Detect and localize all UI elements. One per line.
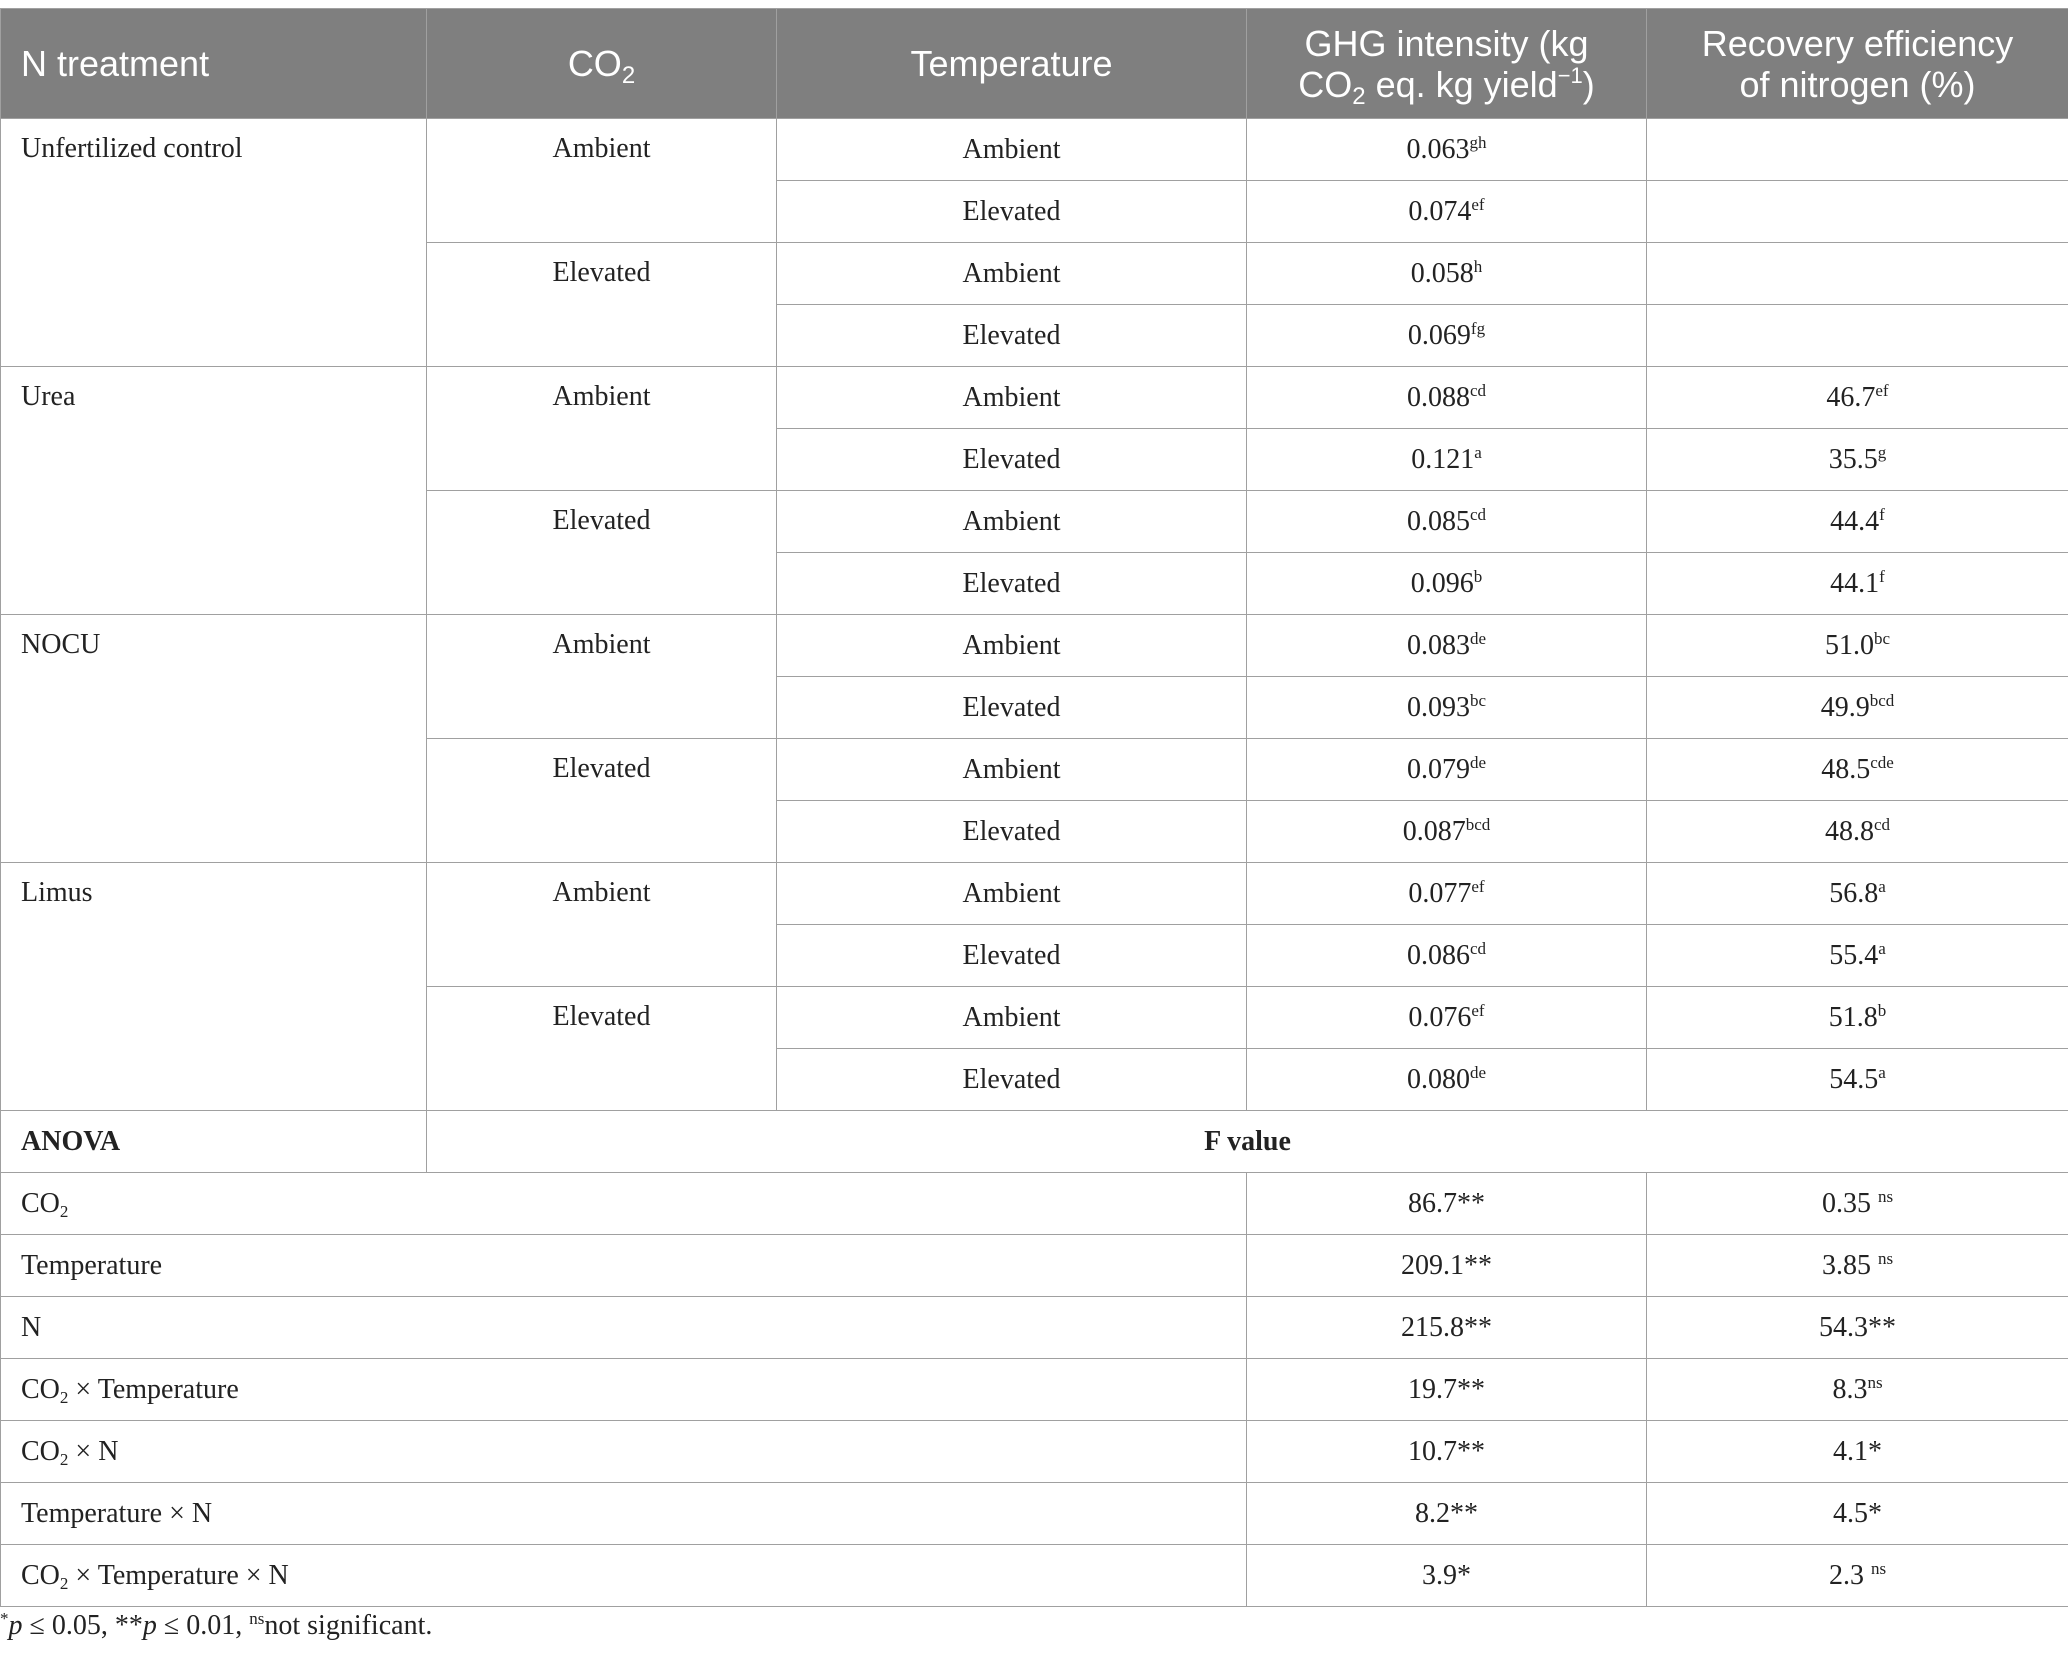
anova-source	[1, 1235, 1247, 1297]
anova-source-part: × Temperature × N	[68, 1559, 289, 1591]
ghg-cell	[1247, 181, 1647, 243]
anova-rec-value: 8.3	[1832, 1373, 1868, 1405]
anova-header-row	[1, 1111, 2068, 1173]
anova-ghg-f: 209.1**	[1247, 1235, 1647, 1297]
recovery-cell-letters: a	[1878, 876, 1886, 896]
recovery-cell-value: 44.4	[1830, 505, 1880, 537]
anova-source-part: CO	[21, 1187, 60, 1219]
anova-source-part: N	[21, 1311, 42, 1343]
ghg-cell-value: 0.085	[1406, 505, 1470, 537]
ghg-cell-letters: cd	[1469, 504, 1487, 524]
ghg-cell-letters: gh	[1469, 132, 1487, 152]
temperature-cell: Ambient	[777, 863, 1247, 925]
recovery-cell-value: 35.5	[1828, 443, 1878, 475]
anova-source	[1, 1297, 1247, 1359]
ghg-cell	[1247, 801, 1647, 863]
co2-cell: Elevated	[427, 739, 777, 863]
anova-rec-value: 3.85	[1821, 1249, 1878, 1281]
ghg-cell	[1247, 243, 1647, 305]
anova-rec-value: 54.3**	[1819, 1311, 1896, 1343]
ghg-cell	[1247, 925, 1647, 987]
recovery-cell	[1647, 615, 2068, 677]
ghg-cell-value: 0.093	[1406, 691, 1470, 723]
anova-ghg-f: 19.7**	[1247, 1359, 1647, 1421]
anova-source-part: × N	[68, 1435, 119, 1467]
header-rec-line2: of nitrogen (%)	[1739, 63, 1976, 105]
temperature-cell: Ambient	[777, 615, 1247, 677]
temperature-cell: Ambient	[777, 119, 1247, 181]
recovery-cell-letters: g	[1877, 442, 1887, 462]
ghg-cell-letters: fg	[1470, 318, 1486, 338]
co2-cell: Elevated	[427, 243, 777, 367]
ghg-cell	[1247, 367, 1647, 429]
ghg-cell	[1247, 1049, 1647, 1111]
anova-rec-sig: ns	[1867, 1372, 1883, 1392]
co2-cell: Ambient	[427, 119, 777, 243]
recovery-cell-letters: a	[1878, 1062, 1886, 1082]
recovery-cell-value: 56.8	[1829, 877, 1879, 909]
treatment-cell: Limus	[1, 863, 427, 1111]
anova-rec-sig: ns	[1870, 1558, 1887, 1578]
ghg-cell-letters: a	[1474, 442, 1482, 462]
anova-source-part: CO	[21, 1559, 60, 1591]
header-ghg-co: CO	[1298, 63, 1353, 105]
recovery-cell	[1647, 1049, 2068, 1111]
ghg-cell	[1247, 305, 1647, 367]
anova-row	[1, 1235, 2068, 1297]
anova-rec-f	[1647, 1421, 2068, 1483]
ghg-cell	[1247, 119, 1647, 181]
anova-row	[1, 1297, 2068, 1359]
anova-ghg-f: 215.8**	[1247, 1297, 1647, 1359]
temperature-cell: Elevated	[777, 181, 1247, 243]
recovery-cell-letters: b	[1877, 1000, 1887, 1020]
header-ghg-sup: −1	[1557, 62, 1583, 88]
ghg-cell	[1247, 739, 1647, 801]
ghg-cell-letters: de	[1469, 752, 1487, 772]
treatment-cell: Urea	[1, 367, 427, 615]
temperature-cell: Elevated	[777, 429, 1247, 491]
ghg-cell-value: 0.088	[1406, 381, 1470, 413]
anova-ghg-f: 86.7**	[1247, 1173, 1647, 1235]
anova-ghg-f: 8.2**	[1247, 1483, 1647, 1545]
header-co2-sub: 2	[621, 62, 636, 89]
temperature-cell: Ambient	[777, 491, 1247, 553]
anova-source	[1, 1545, 1247, 1607]
recovery-cell-letters: f	[1879, 504, 1885, 524]
recovery-cell	[1647, 739, 2068, 801]
anova-rec-f	[1647, 1297, 2068, 1359]
anova-ghg-f: 3.9*	[1247, 1545, 1647, 1607]
anova-rec-value: 4.5*	[1833, 1497, 1882, 1529]
recovery-cell-letters: f	[1879, 566, 1885, 586]
recovery-cell	[1647, 367, 2068, 429]
temperature-cell: Ambient	[777, 243, 1247, 305]
recovery-cell	[1647, 987, 2068, 1049]
footnote-t1: ≤ 0.05, **	[22, 1610, 143, 1641]
temperature-cell: Elevated	[777, 677, 1247, 739]
recovery-cell-value: 48.5	[1821, 753, 1871, 785]
footnote-p1: p	[8, 1610, 23, 1641]
anova-source-part: Temperature × N	[21, 1497, 213, 1529]
ghg-cell-letters: ef	[1471, 194, 1485, 214]
recovery-cell-letters: bcd	[1869, 690, 1895, 710]
ghg-cell-letters: cd	[1469, 380, 1487, 400]
ghg-cell-value: 0.096	[1410, 567, 1474, 599]
table-row	[1, 863, 2068, 925]
footnote-t2: ≤ 0.01,	[156, 1610, 250, 1641]
temperature-cell: Elevated	[777, 305, 1247, 367]
ghg-cell-value: 0.080	[1406, 1063, 1470, 1095]
temperature-cell: Elevated	[777, 553, 1247, 615]
header-ghg-close: )	[1582, 63, 1595, 105]
header-row	[1, 9, 2068, 119]
recovery-cell	[1647, 677, 2068, 739]
anova-source-part: 2	[59, 1387, 69, 1407]
anova-rec-sig: ns	[1877, 1248, 1894, 1268]
anova-rec-f	[1647, 1359, 2068, 1421]
anova-rec-f	[1647, 1483, 2068, 1545]
header-ghg-line1: GHG intensity (kg	[1304, 22, 1589, 64]
co2-cell: Ambient	[427, 615, 777, 739]
anova-rec-value: 4.1*	[1833, 1435, 1882, 1467]
ghg-cell-value: 0.069	[1407, 319, 1471, 351]
treatment-cell: Unfertilized control	[1, 119, 427, 367]
anova-row	[1, 1545, 2068, 1607]
anova-source	[1, 1421, 1247, 1483]
header-ghg-intensity	[1247, 9, 1647, 119]
ghg-cell-value: 0.086	[1406, 939, 1470, 971]
anova-rec-sig: ns	[1877, 1186, 1894, 1206]
ghg-cell-letters: b	[1473, 566, 1483, 586]
header-co2	[427, 9, 777, 119]
recovery-cell	[1647, 181, 2068, 243]
ghg-cell-letters: cd	[1469, 938, 1487, 958]
recovery-cell-value: 46.7	[1826, 381, 1876, 413]
recovery-cell-letters: cd	[1873, 814, 1891, 834]
temperature-cell: Ambient	[777, 739, 1247, 801]
ghg-cell-letters: ef	[1471, 1000, 1485, 1020]
co2-cell: Ambient	[427, 367, 777, 491]
anova-row	[1, 1483, 2068, 1545]
anova-source	[1, 1173, 1247, 1235]
temperature-cell: Elevated	[777, 1049, 1247, 1111]
ghg-cell	[1247, 553, 1647, 615]
co2-cell: Elevated	[427, 987, 777, 1111]
anova-rec-value: 0.35	[1821, 1187, 1878, 1219]
anova-label: ANOVA	[1, 1111, 427, 1173]
anova-source-part: CO	[21, 1435, 60, 1467]
header-co2-base: CO	[567, 43, 622, 84]
recovery-cell-value: 55.4	[1829, 939, 1879, 971]
recovery-cell	[1647, 305, 2068, 367]
recovery-cell-letters: a	[1878, 938, 1886, 958]
ghg-cell-value: 0.077	[1408, 877, 1472, 909]
recovery-cell-value: 44.1	[1830, 567, 1880, 599]
footnote-t3: not significant.	[264, 1610, 433, 1641]
anova-rec-f	[1647, 1545, 2068, 1607]
ghg-cell-value: 0.058	[1410, 257, 1474, 289]
header-temperature: Temperature	[777, 9, 1247, 119]
header-rec-line1: Recovery efficiency	[1701, 22, 2014, 64]
recovery-cell-value: 51.8	[1828, 1001, 1878, 1033]
ghg-cell-value: 0.087	[1402, 815, 1466, 847]
anova-source-part: 2	[59, 1573, 69, 1593]
table-body	[1, 119, 2068, 1607]
recovery-cell	[1647, 119, 2068, 181]
ghg-cell	[1247, 429, 1647, 491]
results-table	[0, 8, 2068, 1607]
table-row	[1, 615, 2068, 677]
recovery-cell-value: 54.5	[1829, 1063, 1879, 1095]
anova-row	[1, 1421, 2068, 1483]
recovery-cell-letters: ef	[1875, 380, 1889, 400]
temperature-cell: Ambient	[777, 987, 1247, 1049]
anova-ghg-f: 10.7**	[1247, 1421, 1647, 1483]
recovery-cell-value: 49.9	[1820, 691, 1870, 723]
recovery-cell-value: 48.8	[1824, 815, 1874, 847]
recovery-cell	[1647, 243, 2068, 305]
ghg-cell-value: 0.063	[1406, 133, 1470, 165]
ghg-cell-value: 0.083	[1406, 629, 1470, 661]
fvalue-label: F value	[427, 1111, 2068, 1173]
anova-rec-f	[1647, 1235, 2068, 1297]
recovery-cell-letters: bc	[1873, 628, 1891, 648]
anova-source-part: 2	[59, 1201, 69, 1221]
table-row	[1, 367, 2068, 429]
header-n-treatment: N treatment	[1, 9, 427, 119]
header-recovery-efficiency	[1647, 9, 2068, 119]
anova-source	[1, 1483, 1247, 1545]
ghg-cell	[1247, 677, 1647, 739]
anova-source-part: × Temperature	[68, 1373, 239, 1405]
treatment-cell: NOCU	[1, 615, 427, 863]
ghg-cell-value: 0.121	[1411, 443, 1475, 475]
table-row	[1, 119, 2068, 181]
ghg-cell	[1247, 615, 1647, 677]
recovery-cell-letters: cde	[1870, 752, 1894, 772]
header-ghg-unit: eq. kg yield	[1365, 63, 1558, 105]
recovery-cell	[1647, 429, 2068, 491]
co2-cell: Ambient	[427, 863, 777, 987]
ghg-cell-letters: de	[1469, 1062, 1487, 1082]
recovery-cell	[1647, 925, 2068, 987]
ghg-cell-value: 0.079	[1406, 753, 1470, 785]
anova-source-part: CO	[21, 1373, 60, 1405]
ghg-cell-letters: h	[1473, 256, 1483, 276]
recovery-cell	[1647, 801, 2068, 863]
anova-row	[1, 1173, 2068, 1235]
temperature-cell: Elevated	[777, 925, 1247, 987]
anova-row	[1, 1359, 2068, 1421]
anova-source-part: Temperature	[21, 1249, 163, 1281]
recovery-cell-value: 51.0	[1824, 629, 1874, 661]
footnote-star: *	[0, 1609, 9, 1628]
recovery-cell	[1647, 553, 2068, 615]
ghg-cell-value: 0.074	[1408, 195, 1472, 227]
recovery-cell	[1647, 863, 2068, 925]
ghg-cell-letters: bcd	[1465, 814, 1491, 834]
temperature-cell: Ambient	[777, 367, 1247, 429]
recovery-cell	[1647, 491, 2068, 553]
ghg-cell-letters: de	[1469, 628, 1487, 648]
anova-source-part: 2	[59, 1449, 69, 1469]
footnote-p2: p	[142, 1610, 157, 1641]
ghg-cell	[1247, 863, 1647, 925]
anova-rec-value: 2.3	[1828, 1559, 1871, 1591]
co2-cell: Elevated	[427, 491, 777, 615]
footnote-ns: ns	[249, 1609, 265, 1628]
ghg-cell-letters: ef	[1471, 876, 1485, 896]
ghg-cell	[1247, 987, 1647, 1049]
anova-rec-f	[1647, 1173, 2068, 1235]
ghg-cell-value: 0.076	[1408, 1001, 1472, 1033]
ghg-cell	[1247, 491, 1647, 553]
ghg-cell-letters: bc	[1469, 690, 1487, 710]
footnote	[0, 1610, 432, 1642]
header-ghg-sub: 2	[1352, 82, 1366, 110]
temperature-cell: Elevated	[777, 801, 1247, 863]
anova-source	[1, 1359, 1247, 1421]
